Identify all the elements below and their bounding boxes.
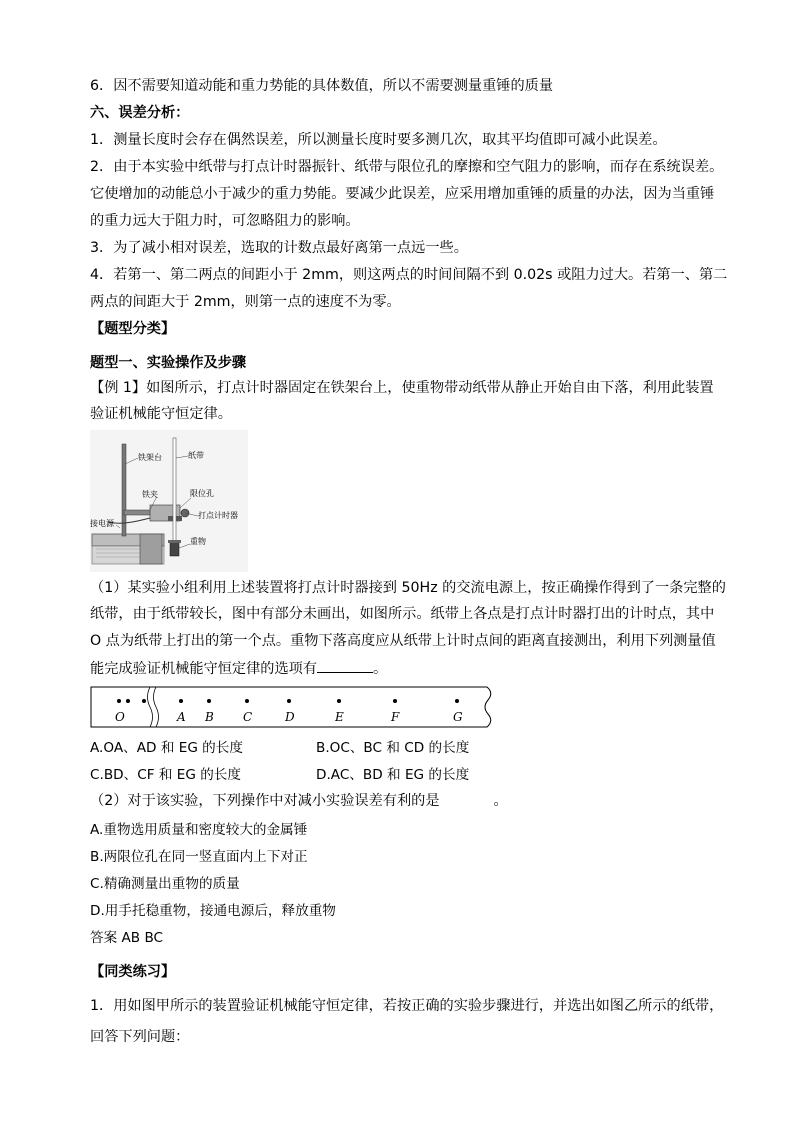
question-2-text: （2）对于该实验，下列操作中对减小实验误差有利的是: [90, 793, 440, 809]
label-clamp: 铁夹: [142, 490, 158, 499]
error-item-4-line2: 两点的间距大于 2mm，则第一点的速度不为零。: [90, 294, 401, 310]
practice-heading: 【同类练习】: [90, 964, 176, 980]
error-item-3: 3．为了减小相对误差，选取的计数点最好离第一点远一些。: [90, 240, 468, 256]
error-item-4-line1: 4．若第一、第二两点的间距小于 2mm，则这两点的时间间隔不到 0.02s 或阻力过大。若第一、第二: [90, 267, 728, 283]
error-item-2-line3: 的重力远大于阻力时，可忽略阻力的影响。: [90, 213, 360, 229]
section-error-analysis-heading: 六、误差分析：: [90, 105, 190, 121]
paper-tape-figure: [90, 684, 500, 730]
label-stand: 铁架台: [138, 453, 162, 462]
weight: [170, 542, 179, 556]
tape-dot-c: [245, 699, 249, 703]
tape-label-b: B: [205, 710, 214, 724]
paper-tape: [173, 438, 176, 543]
paragraph-item-6: 6．因不需要知道动能和重力势能的具体数值，所以不需要测量重锤的质量: [90, 78, 554, 94]
practice-1-line2: 回答下列问题：: [90, 1029, 190, 1045]
tape-dot-a: [179, 699, 183, 703]
question-2-period: 。: [493, 793, 508, 809]
category-heading: 【题型分类】: [90, 321, 176, 337]
label-weight: 重物: [190, 537, 206, 546]
weight-cap: [168, 540, 181, 543]
question-1-text: 能完成验证机械能守恒定律的选项有: [90, 661, 318, 677]
error-item-2-line1: 2．由于本实验中纸带与打点计时器振针、纸带与限位孔的摩擦和空气阻力的影响，而存在系统误差。: [90, 159, 724, 175]
option-b[interactable]: B.OC、BC 和 CD 的长度: [316, 740, 470, 756]
tape-dot-f: [393, 699, 397, 703]
option-d[interactable]: D.AC、BD 和 EG 的长度: [316, 767, 470, 783]
tape-dot-e: [337, 699, 341, 703]
option-c[interactable]: C.BD、CF 和 EG 的长度: [90, 767, 241, 783]
question-type-1-heading: 题型一、实验操作及步骤: [90, 355, 247, 371]
tape-label-d: D: [285, 710, 295, 724]
label-power: 接电源: [90, 519, 114, 528]
example-1-line1: 【例 1】如图所示，打点计时器固定在铁架台上，使重物带动纸带从静止开始自由下落，利用此装置: [90, 380, 714, 396]
tape-dot-d: [287, 699, 291, 703]
stand-rod: [122, 444, 126, 536]
option-a[interactable]: A.OA、AD 和 EG 的长度: [90, 740, 243, 756]
q2-option-c[interactable]: C.精确测量出重物的质量: [90, 876, 240, 892]
q2-option-b[interactable]: B.两限位孔在同一竖直面内上下对正: [90, 849, 308, 865]
tape-dot-g: [455, 699, 459, 703]
tape-dot-o: [117, 699, 121, 703]
tape-label-f: F: [391, 710, 400, 724]
tape-label-g: G: [453, 710, 463, 724]
question-2-line: [90, 791, 508, 811]
tape-label-c: C: [243, 710, 253, 724]
tape-label-e: E: [335, 710, 344, 724]
label-timer: 打点计时器: [198, 511, 238, 520]
question-1-period: 。: [373, 661, 388, 677]
label-hole: 限位孔: [190, 489, 214, 498]
label-tape: 纸带: [188, 451, 204, 460]
error-item-1: 1．测量长度时会存在偶然误差，所以测量长度时要多测几次，取其平均值即可减小此误差。: [90, 132, 667, 148]
question-1-line4: [90, 658, 387, 679]
tape-dot-extra-2: [142, 699, 146, 703]
question-1-line1: （1）某实验小组利用上述装置将打点计时器接到 50Hz 的交流电源上，按正确操作得到了一条完整的: [90, 580, 726, 596]
q2-option-a[interactable]: A.重物选用质量和密度较大的金属锤: [90, 822, 308, 838]
tape-label-a: A: [177, 710, 186, 724]
practice-1-line1: 1．用如图甲所示的装置验证机械能守恒定律，若按正确的实验步骤进行，并选出如图乙所示的纸带，: [90, 998, 724, 1014]
tape-dot-b: [207, 699, 211, 703]
example-1-line2: 验证机械能守恒定律。: [90, 406, 232, 422]
apparatus-figure: [90, 430, 248, 572]
question-1-line2: 纸带，由于纸带较长，图中有部分未画出，如图所示。纸带上各点是打点计时器打出的计时点，其中: [90, 606, 715, 622]
question-1-line3: O 点为纸带上打出的第一个点。重物下落高度应从纸带上计时点间的距离直接测出，利用下列测量值: [90, 633, 716, 649]
table-clamp: [140, 534, 162, 564]
answer-line: 答案 AB BC: [90, 930, 164, 946]
error-item-2-line2: 它使增加的动能总小于减少的重力势能。要减少此误差，应采用增加重锤的质量的办法，因为当重锤: [90, 186, 715, 202]
tape-dot-extra-1: [126, 699, 130, 703]
q2-option-d[interactable]: D.用手托稳重物，接通电源后，释放重物: [90, 903, 336, 919]
answer-blank-1[interactable]: [317, 658, 373, 673]
tape-label-o: O: [115, 710, 125, 724]
